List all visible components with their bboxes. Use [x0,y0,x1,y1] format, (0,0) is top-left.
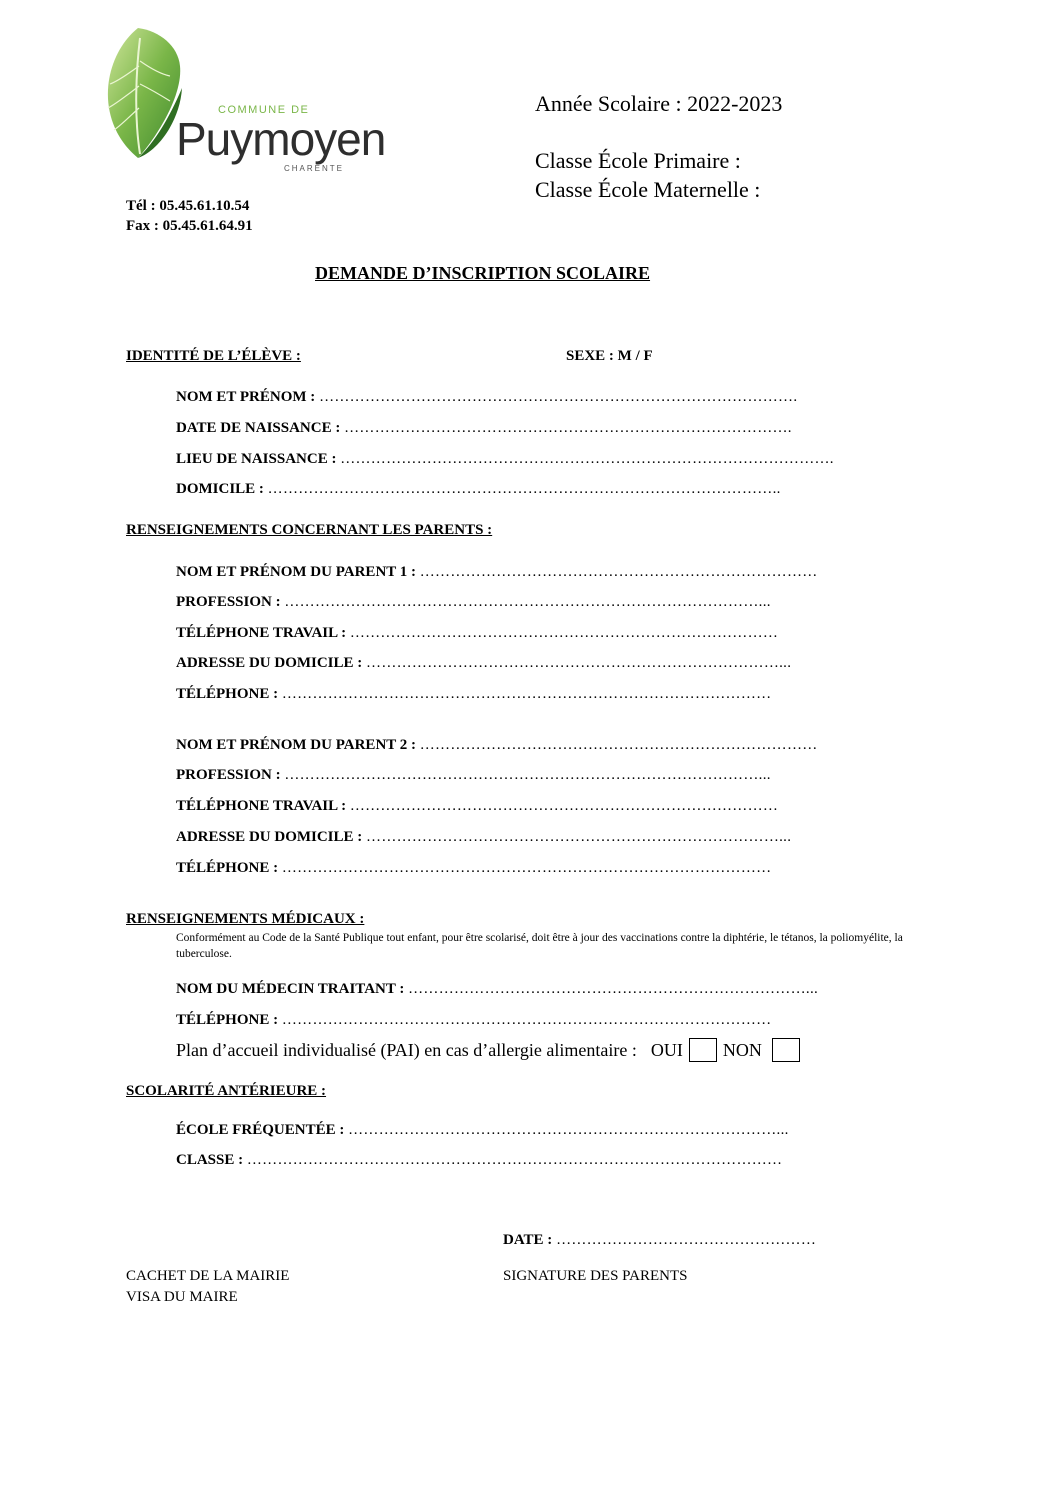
field-label: TÉLÉPHONE : [176,860,279,876]
field-dots: ……………………………………………………………………………………….. [267,481,781,497]
field-dots: …………………………………………………………………………………... [284,594,771,610]
parent2-field-nom[interactable] [176,737,818,754]
field-label: TÉLÉPHONE : [176,686,279,702]
eleve-field-date[interactable] [176,420,792,437]
field-dots: …………………………………………………………………………………… [281,1012,772,1028]
field-dots: …………………………………………………………………… [419,564,818,580]
pai-oui-checkbox[interactable] [689,1038,717,1062]
field-label: TÉLÉPHONE : [176,1012,279,1028]
field-label: NOM ET PRÉNOM : [176,389,316,405]
field-dots: ……………………………………………………………………………………. [340,451,834,467]
parent1-field-adresse[interactable] [176,655,791,672]
field-dots: ………………………………………………………………………… [349,625,779,641]
field-dots: …………………………………………………………………………... [348,1122,789,1138]
field-dots: ……………………………………………………………………………. [344,420,792,436]
page-title: DEMANDE D’INSCRIPTION SCOLAIRE [315,263,651,283]
scolarite-field-classe[interactable] [176,1152,782,1169]
field-dots: ………………………………………………………………………... [366,829,792,845]
parent1-field-profession[interactable] [176,594,771,611]
field-label: DATE DE NAISSANCE : [176,420,341,436]
field-label: ÉCOLE FRÉQUENTÉE : [176,1122,345,1138]
field-label: ADRESSE DU DOMICILE : [176,655,363,671]
eleve-field-domicile[interactable] [176,481,781,498]
fax-text: Fax : 05.45.61.64.91 [126,218,253,234]
logo-name: Puymoyen [176,113,386,165]
parent2-field-tel-travail[interactable] [176,798,778,815]
pai-oui-label: OUI [650,1039,683,1060]
class-primary: Classe École Primaire : [535,148,741,173]
parent2-field-profession[interactable] [176,767,771,784]
field-dots: ……………………………………………………………………... [408,981,819,997]
field-dots: …………………………………………………………………………………. [319,389,798,405]
field-dots: …………………………………………………………………………………… [281,860,772,876]
parent1-field-nom[interactable] [176,564,818,581]
field-label: NOM ET PRÉNOM DU PARENT 1 : [176,564,416,580]
field-label: TÉLÉPHONE TRAVAIL : [176,625,347,641]
pai-row [176,1038,806,1062]
scolarite-field-ecole[interactable] [176,1122,789,1139]
visa-label: VISA DU MAIRE [126,1289,238,1305]
tel-text: Tél : 05.45.61.10.54 [126,198,250,214]
commune-logo [98,26,388,176]
date-field[interactable] [503,1232,816,1249]
logo-sub: CHARENTE [284,164,345,173]
scolarite-heading: SCOLARITÉ ANTÉRIEURE : [126,1083,327,1099]
contact-block [126,196,253,236]
field-label: NOM DU MÉDECIN TRAITANT : [176,981,405,997]
sexe-label: SEXE : M / F [566,348,653,364]
eleve-field-nom[interactable] [176,389,797,406]
field-dots: …………………………………………… [556,1232,817,1248]
medecin-field-telephone[interactable] [176,1012,771,1029]
medical-note: Conformément au Code de la Santé Publique tout enfant, pour être scolarisé, doit être à jour des vaccinations contre la diphtérie, le tétanos, la poliomyélite, la tuberculose. [176,932,903,960]
cachet-label: CACHET DE LA MAIRIE [126,1268,290,1284]
school-year: Année Scolaire : 2022-2023 [535,91,783,116]
field-label: DOMICILE : [176,481,264,497]
eleve-heading: IDENTITÉ DE L’ÉLÈVE : [126,348,301,364]
field-label: ADRESSE DU DOMICILE : [176,829,363,845]
field-label: PROFESSION : [176,767,281,783]
field-dots: ………………………………………………………………………… [349,798,779,814]
pai-label: Plan d’accueil individualisé (PAI) en cas d’allergie alimentaire : [176,1039,637,1060]
field-label: LIEU DE NAISSANCE : [176,451,337,467]
field-dots: …………………………………………………………………… [419,737,818,753]
parent1-field-telephone[interactable] [176,686,771,703]
pai-non-checkbox[interactable] [772,1038,800,1062]
parent2-field-adresse[interactable] [176,829,791,846]
medical-heading: RENSEIGNEMENTS MÉDICAUX : [126,911,365,927]
field-label: NOM ET PRÉNOM DU PARENT 2 : [176,737,416,753]
eleve-field-lieu[interactable] [176,451,834,468]
field-dots: …………………………………………………………………………………... [284,767,771,783]
pai-non-label: NON [722,1039,762,1060]
parent2-field-telephone[interactable] [176,860,771,877]
field-dots: ………………………………………………………………………... [366,655,792,671]
field-dots: …………………………………………………………………………………………… [246,1152,783,1168]
class-maternelle: Classe École Maternelle : [535,177,761,202]
logo-top-text: COMMUNE DE [218,104,310,116]
field-label: TÉLÉPHONE TRAVAIL : [176,798,347,814]
field-label: CLASSE : [176,1152,244,1168]
medecin-field-nom[interactable] [176,981,818,998]
parents-heading: RENSEIGNEMENTS CONCERNANT LES PARENTS : [126,522,493,538]
parent1-field-tel-travail[interactable] [176,625,778,642]
field-label: DATE : [503,1232,553,1248]
field-label: PROFESSION : [176,594,281,610]
field-dots: …………………………………………………………………………………… [281,686,772,702]
signature-label: SIGNATURE DES PARENTS [503,1268,688,1284]
